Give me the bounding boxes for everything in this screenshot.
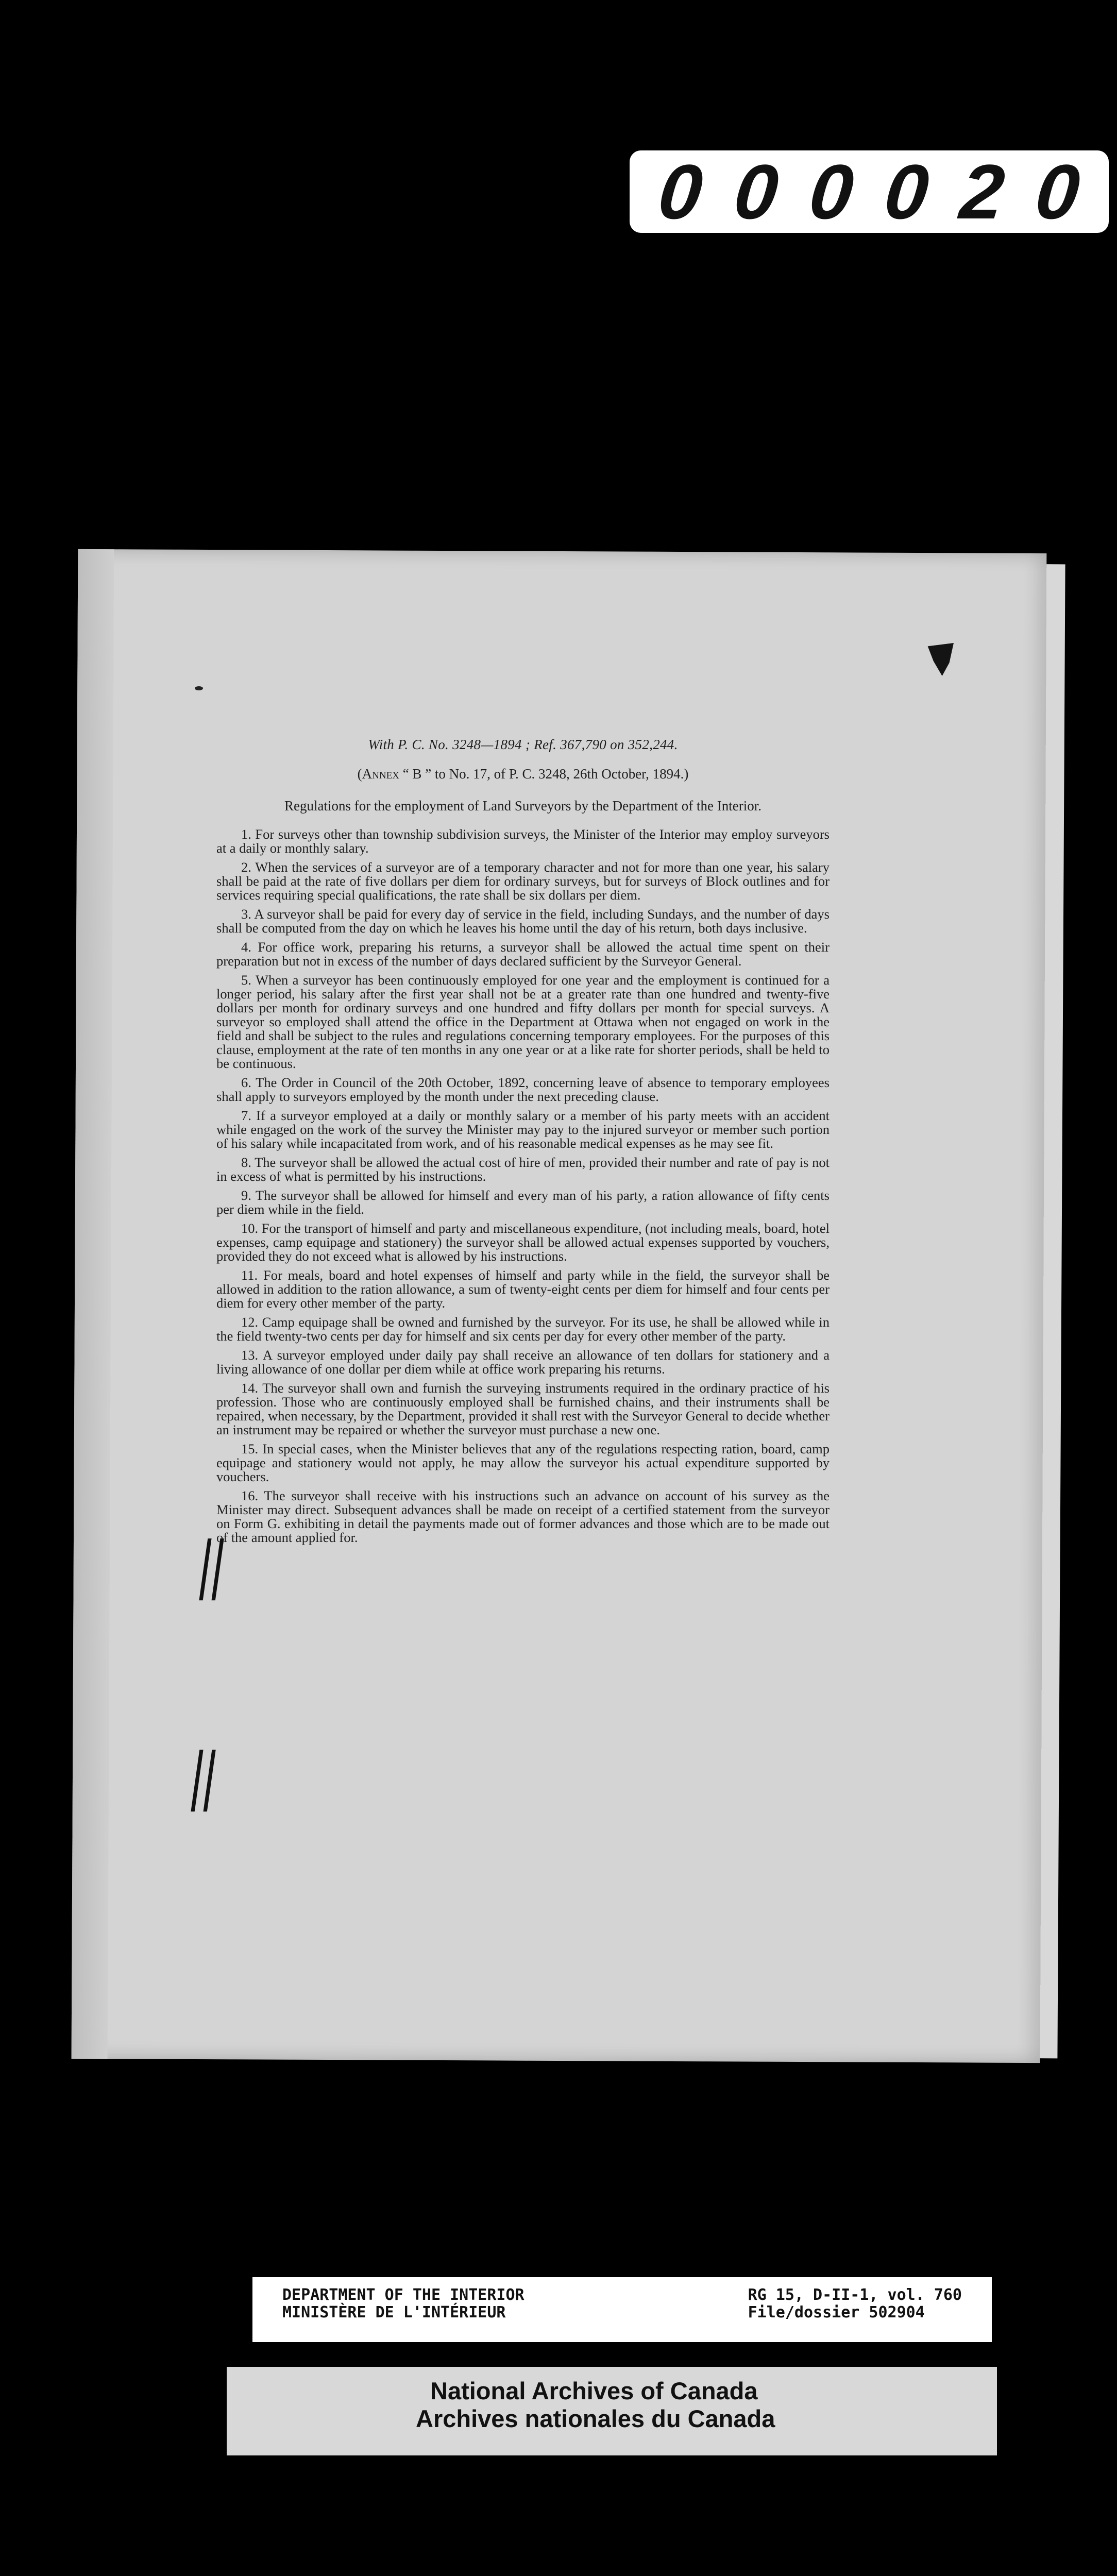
document-body <box>216 737 830 1550</box>
file-number: File/dossier 502904 <box>748 2303 925 2321</box>
file-reference <box>748 2286 962 2342</box>
regulation-4: 4. For office work, preparing his returns, a surveyor shall be allowed the actual time spent on their preparation but not in excess of the number of days declared sufficient by the Surveyor General. <box>216 939 830 969</box>
regulation-16: 16. The surveyor shall receive with his instructions such an advance on account of his survey as the Minister may direct. Subsequent advances shall be made on receipt of a certified statement from the surveyor on Form G. exhibiting in detail the payments made out of former advances and those which are to be made out of the amount applied for. <box>216 1488 830 1545</box>
regulation-12: 12. Camp equipage shall be owned and furnished by the surveyor. For its use, he shall be allowed while in the field twenty-two cents per day for himself and six cents per day for every other member of the party. <box>216 1314 830 1344</box>
regulation-5: 5. When a surveyor has been continuously employed for one year and the employment is continued for a longer period, his salary after the first year shall not be at a greater rate than one hundred and twenty-five dollars per month for ordinary surveys and one hundred and fifty dollars per month for special surveys. A surveyor so employed shall attend the office in the Department at Ottawa when not engaged on work in the field and shall be subject to the rules and regulations concerning temporary employees. For the purposes of this clause, employment at the rate of ten months in any one year or at a like rate for shorter periods, shall be held to be continuous. <box>216 972 830 1071</box>
regulation-15: 15. In special cases, when the Minister believes that any of the regulations respecting ration, board, camp equipage and stationery would not apply, he may allow the surveyor his actual expenditure supported by vouchers. <box>216 1441 830 1484</box>
frame-digit: 0 <box>881 148 933 235</box>
regulation-14: 14. The surveyor shall own and furnish the surveying instruments required in the ordinary practice of his profession. Those who are continuously employed shall be furnished chains, and their instruments shall be repaired, when necessary, by the Department, provided it shall rest with the Surveyor General to decide whether an instrument may be repaired or whether the surveyor must purchase a new one. <box>216 1380 830 1437</box>
regulation-8: 8. The surveyor shall be allowed the actual cost of hire of men, provided their number and rate of pay is not in excess of what is permitted by his instructions. <box>216 1155 830 1184</box>
archives-banner <box>227 2367 997 2455</box>
frame-digit: 0 <box>654 148 707 235</box>
department-fr: MINISTÈRE DE L'INTÉRIEUR <box>282 2303 506 2321</box>
department-en: DEPARTMENT OF THE INTERIOR <box>282 2286 524 2304</box>
regulation-2: 2. When the services of a surveyor are of a temporary character and not for more than one year, his salary shall be paid at the rate of five dollars per diem for ordinary surveys, but for surveys of Block outlines and for services requiring special qualifications, the rate shall be six dollars per diem. <box>216 859 830 903</box>
archive-label <box>252 2277 992 2342</box>
annex-line: (Annex “ B ” to No. 17, of P. C. 3248, 26th October, 1894.) <box>357 766 689 782</box>
frame-digit: 0 <box>730 148 783 235</box>
regulation-7: 7. If a surveyor employed at a daily or monthly salary or a member of his party meets with an accident while engaged on the work of the survey the Minister may pay to the injured surveyor or member such portion of his salary while incapacitated from work, and of his reasonable medical expenses as he may see fit. <box>216 1108 830 1151</box>
frame-digit: 0 <box>1031 148 1084 235</box>
margin-mark: || <box>194 1529 230 1601</box>
ink-speck <box>195 686 203 690</box>
document-title: Regulations for the employment of Land Surveyors by the Department of the Interior. <box>284 798 761 814</box>
page-fold-edge <box>72 549 114 2059</box>
archives-name-fr: Archives nationales du Canada <box>416 2405 775 2432</box>
regulation-3: 3. A surveyor shall be paid for every day of service in the field, including Sundays, and the number of days shall be computed from the day on which he leaves his home until the day of his return, both days inclusive. <box>216 906 830 936</box>
department-names <box>282 2286 524 2342</box>
reference-line: With P. C. No. 3248—1894 ; Ref. 367,790 on 352,244. <box>368 737 678 752</box>
record-group: RG 15, D-II-1, vol. 760 <box>748 2286 962 2304</box>
regulation-10: 10. For the transport of himself and party and miscellaneous expenditure, (not including meals, board, hotel expenses, camp equipage and stationery) the surveyor shall be allowed actual expenses supported by vouchers, provided they do not exceed what is allowed by his instructions. <box>216 1221 830 1264</box>
margin-mark: || <box>186 1740 222 1812</box>
frame-number <box>630 150 1109 233</box>
archives-name-en: National Archives of Canada <box>430 2377 758 2404</box>
annex-label: Annex <box>362 766 399 782</box>
frame-digit: 0 <box>805 148 858 235</box>
regulation-1: 1. For surveys other than township subdivision surveys, the Minister of the Interior may employ surveyors at a daily or monthly salary. <box>216 826 830 856</box>
regulation-13: 13. A surveyor employed under daily pay shall receive an allowance of ten dollars for stationery and a living allowance of one dollar per diem while at office work preparing his returns. <box>216 1347 830 1377</box>
regulation-9: 9. The surveyor shall be allowed for himself and every man of his party, a ration allowance of fifty cents per diem while in the field. <box>216 1188 830 1217</box>
regulation-6: 6. The Order in Council of the 20th October, 1892, concerning leave of absence to temporary employees shall apply to surveyors employed by the month under the next preceding clause. <box>216 1075 830 1104</box>
regulation-11: 11. For meals, board and hotel expenses of himself and party while in the field, the surveyor shall be allowed in addition to the ration allowance, a sum of twenty-eight cents per diem for himself and four cents per diem for every other member of the party. <box>216 1267 830 1311</box>
frame-digit: 2 <box>956 148 1009 235</box>
